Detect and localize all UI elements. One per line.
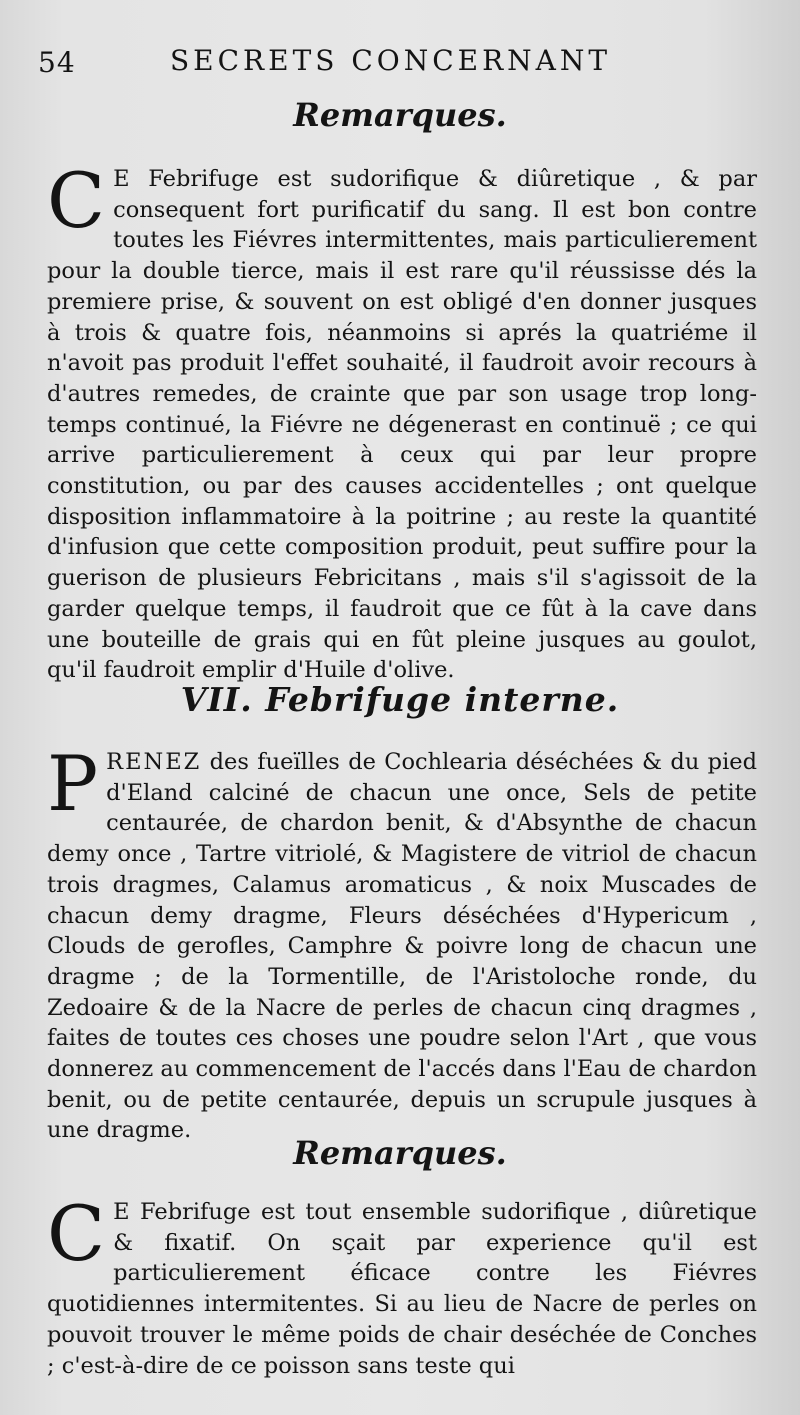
- dropcap: C: [47, 1189, 106, 1278]
- running-head: [38, 40, 770, 80]
- paragraph-remarques-1: [47, 156, 757, 686]
- paragraph-text: E Febrifuge est sudorifique & diûretique , & par consequent fort purificatif du sang. Il est bon contre toutes les Fiévres intermittentes, mais particulierement pour la double tierce, mais il est rare qu'il réussisse dés la premiere prise, & souvent on est obligé d'en donner jusques à trois & quatre fois, néanmoins si aprés la quatriéme il n'avoit pas produit l'effet souhaité, il faudroit avoir recours à d'autres remedes, de crainte que par son usage trop long-temps continué, la Fiévre ne dégenerast en continuë ; ce qui arrive particulierement à ceux qui par leur propre constitution, ou par des causes accidentelles ; ont quelque disposition inflammatoire à la poitrine ; au reste la quantité d'infusion que cette composition produit, peut suffire pour la guerison de plusieurs Febricitans , mais s'il s'agissoit de la garder quelque temps, il faudroit que ce fût à la cave dans une bouteille de grais qui en fût pleine jusques au goulot, qu'il faudroit emplir d'Huile d'olive.: [47, 166, 757, 684]
- remarques-heading-1: Remarques.: [293, 96, 507, 134]
- remarques-heading-2: Remarques.: [293, 1134, 507, 1172]
- page-number: 54: [38, 46, 76, 79]
- paragraph-recipe: [47, 739, 757, 1146]
- paragraph-text: des fueïlles de Cochlearia déséchées & du pied d'Eland calciné de chacun une once, Sels de petite centaurée, de chardon benit, & d'Absynthe de chacun demy once , Tartre vitriolé, & Magistere de vitriol de chacun trois dragmes, Calamus aromaticus , & noix Muscades de chacun demy dragme, Fleurs déséchées d'Hypericum , Clouds de gerofles, Camphre & poivre long de chacun une dragme ; de la Tormentille, de l'Aristoloche ronde, du Zedoaire & de la Nacre de perles de chacun cinq dragmes , faites de toutes ces choses une poudre selon l'Art , que vous donnerez au commencement de l'accés dans l'Eau de chardon benit, ou de petite centaurée, depuis un scrupule jusques à une dragme.: [47, 749, 757, 1144]
- dropcap: C: [47, 156, 106, 245]
- paragraph-text: E Febrifuge est tout ensemble sudorifique , diûretique & fixatif. On sçait par experience qu'il est particulierement éficace contre les Fiévres quotidiennes intermitentes. Si au lieu de Nacre de perles on pouvoit trouver le même poids de chair deséchée de Conches ; c'est-à-dire de ce poisson sans teste qui: [47, 1199, 757, 1379]
- section-heading: VII. Febrifuge interne.: [180, 680, 620, 719]
- paragraph-remarques-2: [47, 1189, 757, 1381]
- dropcap: P: [47, 739, 99, 828]
- lead-word: RENEZ: [106, 749, 202, 775]
- running-title: SECRETS CONCERNANT: [170, 44, 612, 77]
